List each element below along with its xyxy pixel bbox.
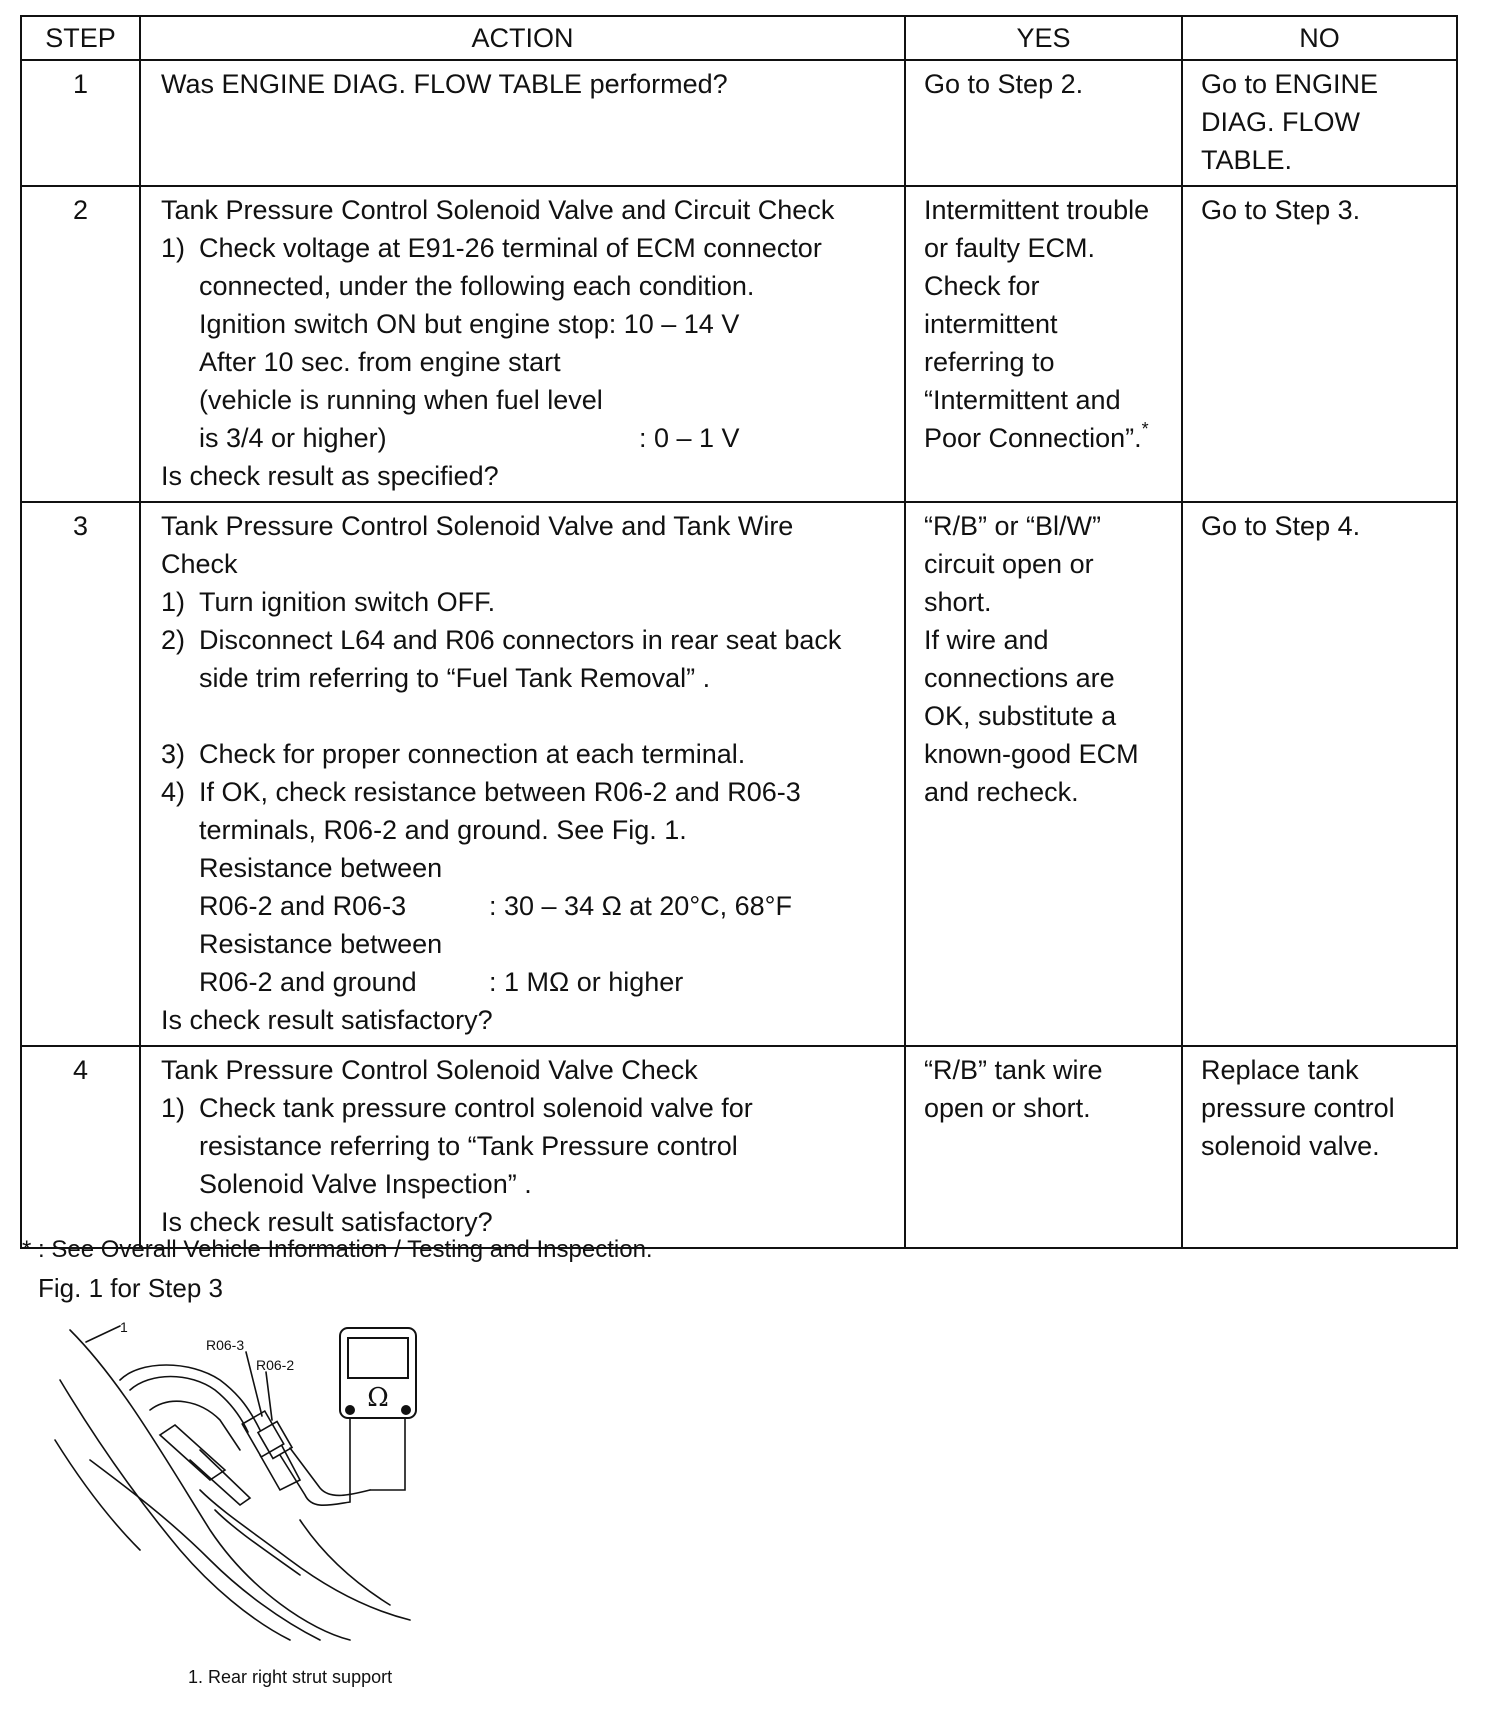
spec-row — [161, 887, 894, 925]
yes-line: Poor Connection”. — [924, 423, 1142, 453]
header-step: STEP — [21, 16, 140, 60]
yes-line: OK, substitute a — [924, 701, 1117, 731]
yes-cell — [905, 502, 1182, 1046]
no-line: Go to Step 3. — [1201, 195, 1361, 225]
table-row-step-2 — [21, 186, 1457, 502]
item-text: If OK, check resistance between R06-2 and R06-3 — [199, 777, 801, 807]
no-line: pressure control — [1201, 1093, 1395, 1123]
action-title: Tank Pressure Control Solenoid Valve and Tank Wire — [161, 511, 794, 541]
item-number: 1) — [161, 1093, 186, 1123]
no-line: TABLE. — [1201, 145, 1293, 175]
item-text: After 10 sec. from engine start — [199, 347, 561, 377]
spec-value: : 1 MΩ or higher — [489, 967, 684, 997]
action-cell — [140, 1046, 905, 1248]
action-cell — [140, 186, 905, 502]
item-text: side trim referring to “Fuel Tank Removal” . — [199, 663, 711, 693]
spec-row — [161, 963, 894, 1001]
yes-line: open or short. — [924, 1093, 1091, 1123]
yes-line: or faulty ECM. — [924, 233, 1096, 263]
probe-lead — [290, 1448, 370, 1495]
table-header-row — [21, 16, 1457, 60]
action-cell — [140, 60, 905, 186]
yes-line: and recheck. — [924, 777, 1079, 807]
no-cell — [1182, 1046, 1457, 1248]
yes-line: Go to Step 2. — [924, 69, 1084, 99]
strut-support-outline — [70, 1330, 350, 1640]
yes-cell — [905, 186, 1182, 502]
step-number: 3 — [21, 502, 140, 1046]
item-text: (vehicle is running when fuel level — [199, 385, 603, 415]
action-question: Is check result satisfactory? — [161, 1207, 493, 1237]
action-item — [161, 229, 894, 267]
action-item — [161, 621, 894, 659]
table-row-step-1 — [21, 60, 1457, 186]
yes-line: If wire and — [924, 625, 1049, 655]
table-row-step-3 — [21, 502, 1457, 1046]
yes-line-with-footnote — [924, 419, 1173, 457]
callout-leader — [266, 1372, 272, 1420]
item-text: resistance referring to “Tank Pressure control — [199, 1131, 738, 1161]
callout-leader — [86, 1326, 120, 1342]
spec-label: R06-2 and ground — [199, 967, 417, 997]
yes-line: circuit open or — [924, 549, 1094, 579]
connector-r06 — [242, 1411, 284, 1457]
callout-number: 1 — [120, 1320, 128, 1335]
step-number: 2 — [21, 186, 140, 502]
table-row-step-4 — [21, 1046, 1457, 1248]
label-r06-3: R06-3 — [206, 1337, 245, 1353]
header-yes: YES — [905, 16, 1182, 60]
yes-line: intermittent — [924, 309, 1058, 339]
item-text: Check tank pressure control solenoid valve for — [199, 1093, 753, 1123]
figure-caption: Fig. 1 for Step 3 — [38, 1273, 223, 1303]
no-line: solenoid valve. — [1201, 1131, 1380, 1161]
yes-line: “Intermittent and — [924, 385, 1121, 415]
item-number: 1) — [161, 233, 186, 263]
no-line: DIAG. FLOW — [1201, 107, 1361, 137]
action-item — [161, 583, 894, 621]
no-cell — [1182, 502, 1457, 1046]
action-question: Is check result as specified? — [161, 461, 499, 491]
yes-cell — [905, 60, 1182, 186]
label-r06-2: R06-2 — [256, 1357, 295, 1373]
yes-line: Check for — [924, 271, 1040, 301]
spec-label: is 3/4 or higher) — [199, 423, 387, 453]
spec-heading: Resistance between — [199, 929, 443, 959]
action-item — [161, 735, 894, 773]
item-text: connected, under the following each condition. — [199, 271, 755, 301]
yes-line: short. — [924, 587, 992, 617]
action-title: Tank Pressure Control Solenoid Valve and Circuit Check — [161, 195, 835, 225]
item-text: Disconnect L64 and R06 connectors in rear seat back — [199, 625, 842, 655]
action-cell — [140, 502, 905, 1046]
yes-line: referring to — [924, 347, 1055, 377]
action-question: Is check result satisfactory? — [161, 1005, 493, 1035]
item-number: 1) — [161, 587, 186, 617]
spec-value: : 30 – 34 Ω at 20°C, 68°F — [489, 891, 792, 921]
spec-value: : 0 – 1 V — [639, 423, 740, 453]
item-text: terminals, R06-2 and ground. See Fig. 1. — [199, 815, 687, 845]
no-cell — [1182, 186, 1457, 502]
action-title: Was ENGINE DIAG. FLOW TABLE performed? — [161, 69, 728, 99]
item-text: Check for proper connection at each terminal. — [199, 739, 746, 769]
yes-line: “R/B” or “Bl/W” — [924, 511, 1101, 541]
yes-line: “R/B” tank wire — [924, 1055, 1103, 1085]
item-number: 4) — [161, 777, 186, 807]
spec-row — [161, 419, 894, 457]
header-action: ACTION — [140, 16, 905, 60]
action-title: Tank Pressure Control Solenoid Valve Check — [161, 1055, 698, 1085]
step-number: 1 — [21, 60, 140, 186]
action-item — [161, 1089, 894, 1127]
action-item — [161, 773, 894, 811]
figure-legend: 1. Rear right strut support — [188, 1667, 393, 1687]
item-number: 2) — [161, 625, 186, 655]
yes-line: connections are — [924, 663, 1115, 693]
step-number: 4 — [21, 1046, 140, 1248]
item-text: Turn ignition switch OFF. — [199, 587, 496, 617]
yes-line: Intermittent trouble — [924, 195, 1150, 225]
action-title: Check — [161, 549, 238, 579]
no-line: Go to Step 4. — [1201, 511, 1361, 541]
yes-line: known-good ECM — [924, 739, 1139, 769]
no-line: Replace tank — [1201, 1055, 1359, 1085]
no-cell — [1182, 60, 1457, 186]
item-text: Solenoid Valve Inspection” . — [199, 1169, 532, 1199]
spec-heading: Resistance between — [199, 853, 443, 883]
strut-connector-diagram — [50, 1320, 470, 1650]
footnote: * : See Overall Vehicle Information / Testing and Inspection. — [22, 1236, 653, 1263]
diagnostic-table — [20, 15, 1458, 1249]
ohm-symbol: Ω — [367, 1383, 389, 1413]
item-number: 3) — [161, 739, 186, 769]
footnote-marker: * — [1141, 419, 1149, 439]
item-text: Check voltage at E91-26 terminal of ECM connector — [199, 233, 822, 263]
header-no: NO — [1182, 16, 1457, 60]
no-line: Go to ENGINE — [1201, 69, 1379, 99]
yes-cell — [905, 1046, 1182, 1248]
figure-1-illustration — [50, 1320, 470, 1650]
spec-label: R06-2 and R06-3 — [199, 891, 407, 921]
item-text: Ignition switch ON but engine stop: 10 – 14 V — [199, 309, 740, 339]
